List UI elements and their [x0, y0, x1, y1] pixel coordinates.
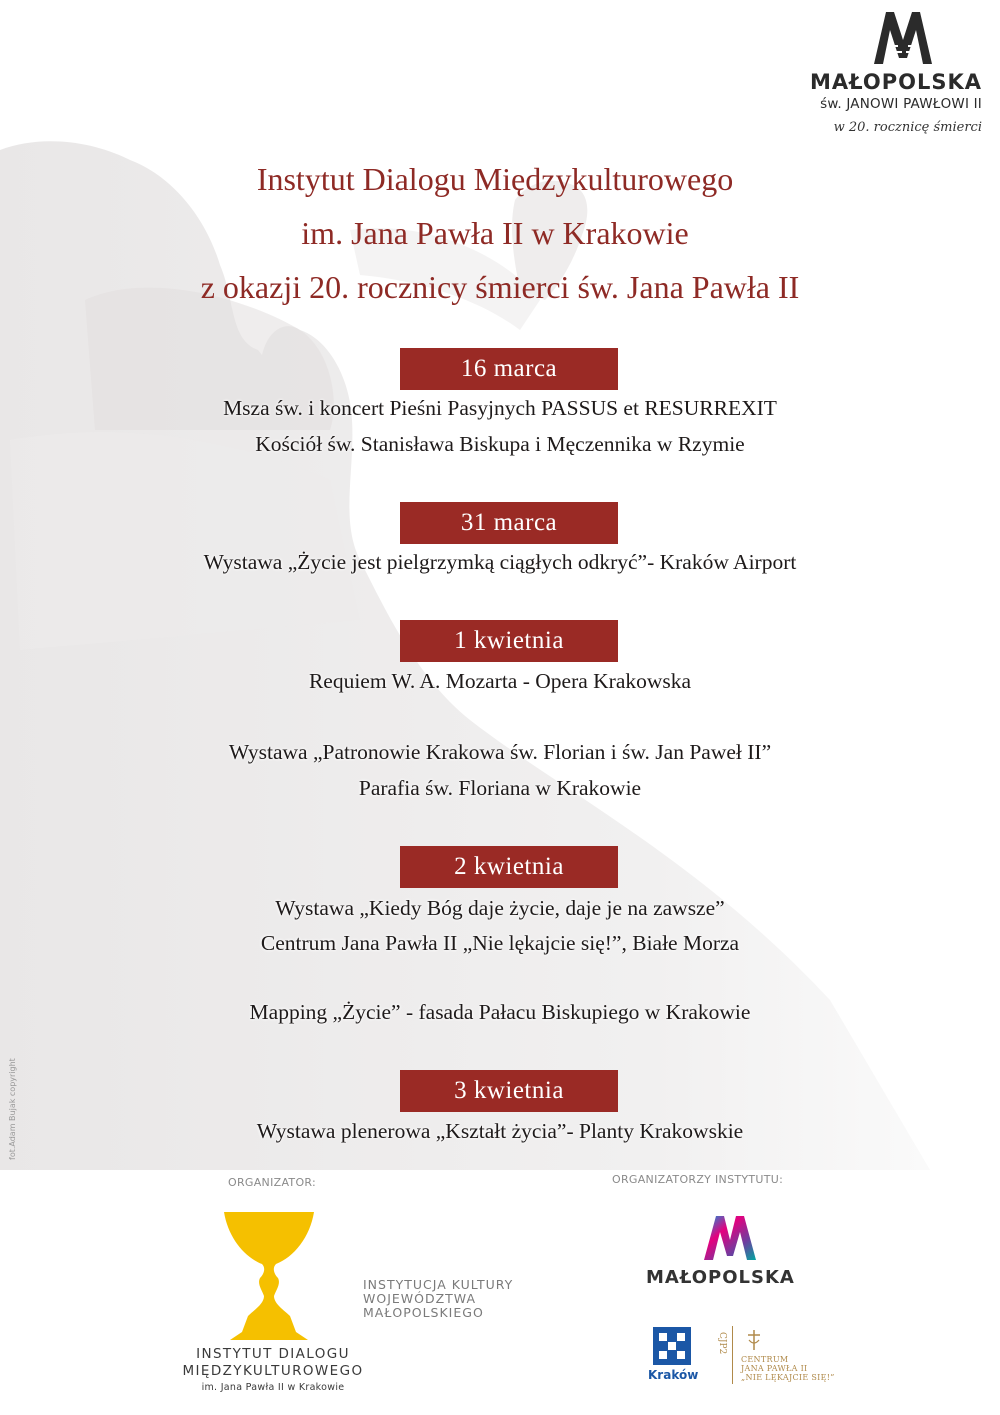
title-line-2: im. Jana Pawła II w Krakowie: [301, 215, 689, 251]
date-badge-16-march: 16 marca: [400, 348, 618, 390]
institution-text: [363, 1278, 513, 1320]
idm-line-3: im. Jana Pawła II w Krakowie: [201, 1382, 345, 1393]
malopolska-name: MAŁOPOLSKA: [646, 1267, 795, 1288]
brand-script-line: w 20. rocznicę śmierci: [833, 120, 982, 135]
brand-name: MAŁOPOLSKA: [809, 70, 982, 94]
event-line: Wystawa plenerowa „Kształt życia”- Planty Krakowskie: [256, 1119, 744, 1143]
idm-line-1: INSTYTUT DIALOGU: [196, 1346, 350, 1362]
title-line-3: z okazji 20. rocznicy śmierci św. Jana Pawła II: [200, 269, 800, 305]
malopolska-color-logo: [702, 1212, 758, 1262]
cjp-line: CENTRUM: [741, 1355, 789, 1364]
idm-name: [178, 1346, 368, 1393]
organizer-label: ORGANIZATOR:: [228, 1176, 317, 1189]
event-line: Wystawa „Życie jest pielgrzymką ciągłych odkryć”- Kraków Airport: [203, 550, 797, 574]
date-badge-31-march: 31 marca: [400, 502, 618, 544]
page-title: [0, 152, 1000, 314]
cjp-text: [741, 1355, 835, 1382]
cjp-line: „NIE LĘKAJCIE SIĘ!”: [741, 1373, 835, 1382]
krakow-logo: [653, 1327, 691, 1365]
event-line: Wystawa „Patronowie Krakowa św. Florian i św. Jan Paweł II”: [228, 740, 772, 764]
date-badge-3-april: 3 kwietnia: [400, 1070, 618, 1112]
date-badge-1-april: 1 kwietnia: [400, 620, 618, 662]
brand-subtitle: św. JANOWI PAWŁOWI II: [820, 96, 982, 112]
krakow-label: Kraków: [648, 1368, 699, 1382]
idm-vase-logo: [224, 1212, 314, 1342]
institution-line: WOJEWÓDZTWA: [363, 1291, 477, 1306]
event-line: Parafia św. Floriana w Krakowie: [358, 776, 642, 800]
event-line: Centrum Jana Pawła II „Nie lękajcie się!”, Białe Morza: [260, 931, 740, 955]
malopolska-brand: [782, 6, 982, 135]
institution-line: INSTYTUCJA KULTURY: [363, 1277, 514, 1292]
cross-emblem-icon: [746, 1329, 762, 1351]
institution-line: MAŁOPOLSKIEGO: [363, 1305, 484, 1320]
event-line: Kościół św. Stanisława Biskupa i Męczennika w Rzymie: [255, 432, 745, 456]
institute-organizers-label: ORGANIZATORZY INSTYTUTU:: [612, 1173, 784, 1186]
idm-line-2: MIĘDZYKULTUROWEGO: [182, 1363, 364, 1379]
cjp2-mark: [717, 1326, 733, 1384]
event-line: Mapping „Życie” - fasada Pałacu Biskupiego w Krakowie: [249, 1000, 751, 1024]
title-line-1: Instytut Dialogu Międzykulturowego: [256, 161, 734, 197]
cjp2-mark-text: CJP2: [717, 1332, 727, 1355]
cjp-line: JANA PAWŁA II: [741, 1364, 808, 1373]
date-badge-2-april: 2 kwietnia: [400, 846, 618, 888]
event-line: Wystawa „Kiedy Bóg daje życie, daje je na zawsze”: [275, 896, 725, 920]
event-line: Msza św. i koncert Pieśni Pasyjnych PASSUS et RESURREXIT: [223, 396, 777, 420]
event-line: Requiem W. A. Mozarta - Opera Krakowska: [308, 669, 692, 693]
photo-credit: fot.Adam Bujak copyright: [8, 1058, 17, 1160]
malopolska-m-logo: [872, 6, 934, 66]
